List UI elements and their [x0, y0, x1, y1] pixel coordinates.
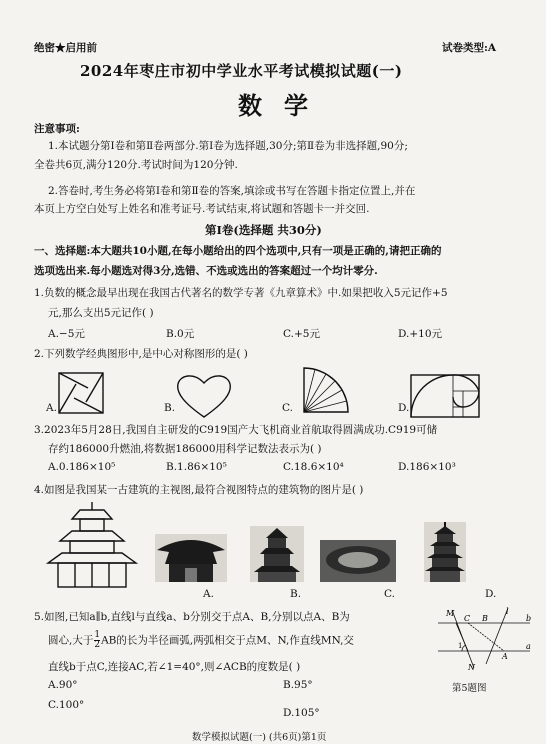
fig-label-c: C — [464, 614, 471, 623]
q4-stem: 4.如图是我国某一古建筑的主视图,最符合视图特点的建筑物的图片是( ) — [34, 484, 364, 496]
fig-label-b-line: b — [526, 614, 532, 623]
q3-option-a: A.0.186×10⁵ — [48, 461, 116, 473]
fig-label-a-point: A — [502, 652, 508, 661]
confidential-label: 绝密★启用前 — [34, 42, 97, 54]
fig-label-b: B — [482, 614, 488, 623]
q4-label-c: C. — [384, 588, 395, 600]
q2-label-a: A. — [46, 402, 57, 414]
q4-label-d: D. — [485, 588, 497, 600]
q1-stem-line-2: 元,那么支出5元记作( ) — [48, 307, 154, 319]
note-2-line-1: 2.答卷时,考生务必将第Ⅰ卷和第Ⅱ卷的答案,填涂或书写在答题卡指定位置上,并在 — [48, 185, 416, 197]
half-fraction — [94, 631, 100, 650]
building-photo-d — [424, 522, 466, 582]
fig-label-n: N — [468, 663, 475, 672]
q3-stem-line-2: 存约186000升燃油,将数据186000用科学记数法表示为( ) — [48, 443, 322, 455]
fan-icon — [298, 366, 350, 416]
note-1-line-2: 全卷共6页,满分120分.考试时间为120分钟. — [34, 159, 238, 171]
building-photo-a — [155, 534, 227, 582]
q1-stem-line-1: 1.负数的概念最早出现在我国古代著名的数学专著《九章算术》中.如果把收入5元记作+5 — [34, 287, 448, 299]
notes-heading: 注意事项: — [34, 123, 80, 135]
note-1-line-1: 1.本试题分第Ⅰ卷和第Ⅱ卷两部分.第Ⅰ卷为选择题,30分;第Ⅱ卷为非选择题,90分; — [48, 140, 408, 152]
q5-stem-line-2-end: AB的长为半径画弧,两弧相交于点M、N,作直线MN,交 — [101, 634, 354, 647]
heart-icon — [176, 373, 232, 419]
fraction-denominator: 2 — [94, 640, 101, 650]
paper-type-label: 试卷类型:A — [442, 42, 497, 54]
fig-label-angle-1: 1 — [458, 642, 463, 650]
q5-option-c: C.100° — [48, 699, 85, 711]
q5-stem-line-2 — [48, 631, 354, 650]
q5-stem-line-2-start: 圆心,大于 — [48, 634, 94, 647]
q1-option-b: B.0元 — [166, 328, 195, 340]
q4-label-b: B. — [290, 588, 302, 600]
q5-stem-line-1: 5.如图,已知a∥b,直线l与直线a、b分别交于点A、B,分别以点A、B为 — [34, 611, 350, 623]
q4-label-a: A. — [203, 588, 214, 600]
q5-option-b: B.95° — [283, 679, 313, 691]
q2-stem: 2.下列数学经典图形中,是中心对称图形的是( ) — [34, 348, 248, 360]
q5-figure-caption: 第5题图 — [452, 683, 487, 694]
ancient-building-front-view-icon — [46, 501, 138, 589]
q5-stem-line-3: 直线b于点C,连接AC,若∠1=40°,则∠ACB的度数是( ) — [48, 661, 301, 673]
pinwheel-square-icon — [58, 372, 106, 416]
q5-option-a: A.90° — [48, 679, 78, 691]
q5-geometry-figure — [438, 604, 534, 674]
q2-label-d: D. — [398, 402, 410, 414]
q5-option-d: D.105° — [283, 707, 320, 719]
q3-option-b: B.1.86×10⁵ — [166, 461, 227, 473]
building-photo-c — [320, 540, 396, 582]
part1-instruction-line-2: 选项选出来.每小题选对得3分,选错、不选或选出的答案超过一个均计零分. — [34, 265, 378, 277]
note-2-line-2: 本页上方空白处写上姓名和准考证号.考试结束,将试题和答题卡一并交回. — [34, 203, 370, 215]
fig-label-m: M — [446, 609, 455, 618]
subject-title: 数学 — [238, 91, 330, 120]
part1-heading: 第Ⅰ卷(选择题 共30分) — [205, 223, 322, 237]
fig-label-a-line: a — [526, 642, 531, 651]
fig-label-l: l — [506, 607, 509, 616]
q1-option-d: D.+10元 — [398, 328, 443, 340]
q2-label-c: C. — [282, 402, 293, 414]
fraction-numerator: 1 — [94, 630, 101, 640]
golden-spiral-icon — [410, 374, 490, 418]
part1-instruction-line-1: 一、选择题:本大题共10小题,在每小题给出的四个选项中,只有一项是正确的,请把正确的 — [34, 245, 442, 257]
exam-title: 2024年枣庄市初中学业水平考试模拟试题(一) — [80, 62, 403, 80]
q3-stem-line-1: 3.2023年5月28日,我国自主研发的C919国产大飞机商业首航取得圆满成功.C919可储 — [34, 424, 438, 436]
page-footer: 数学模拟试题(一) (共6页)第1页 — [192, 732, 327, 743]
q1-option-a: A.−5元 — [48, 328, 85, 340]
q2-label-b: B. — [164, 402, 176, 414]
building-photo-b — [250, 526, 304, 582]
q1-option-c: C.+5元 — [283, 328, 320, 340]
q3-option-c: C.18.6×10⁴ — [283, 461, 344, 473]
q3-option-d: D.186×10³ — [398, 461, 456, 473]
